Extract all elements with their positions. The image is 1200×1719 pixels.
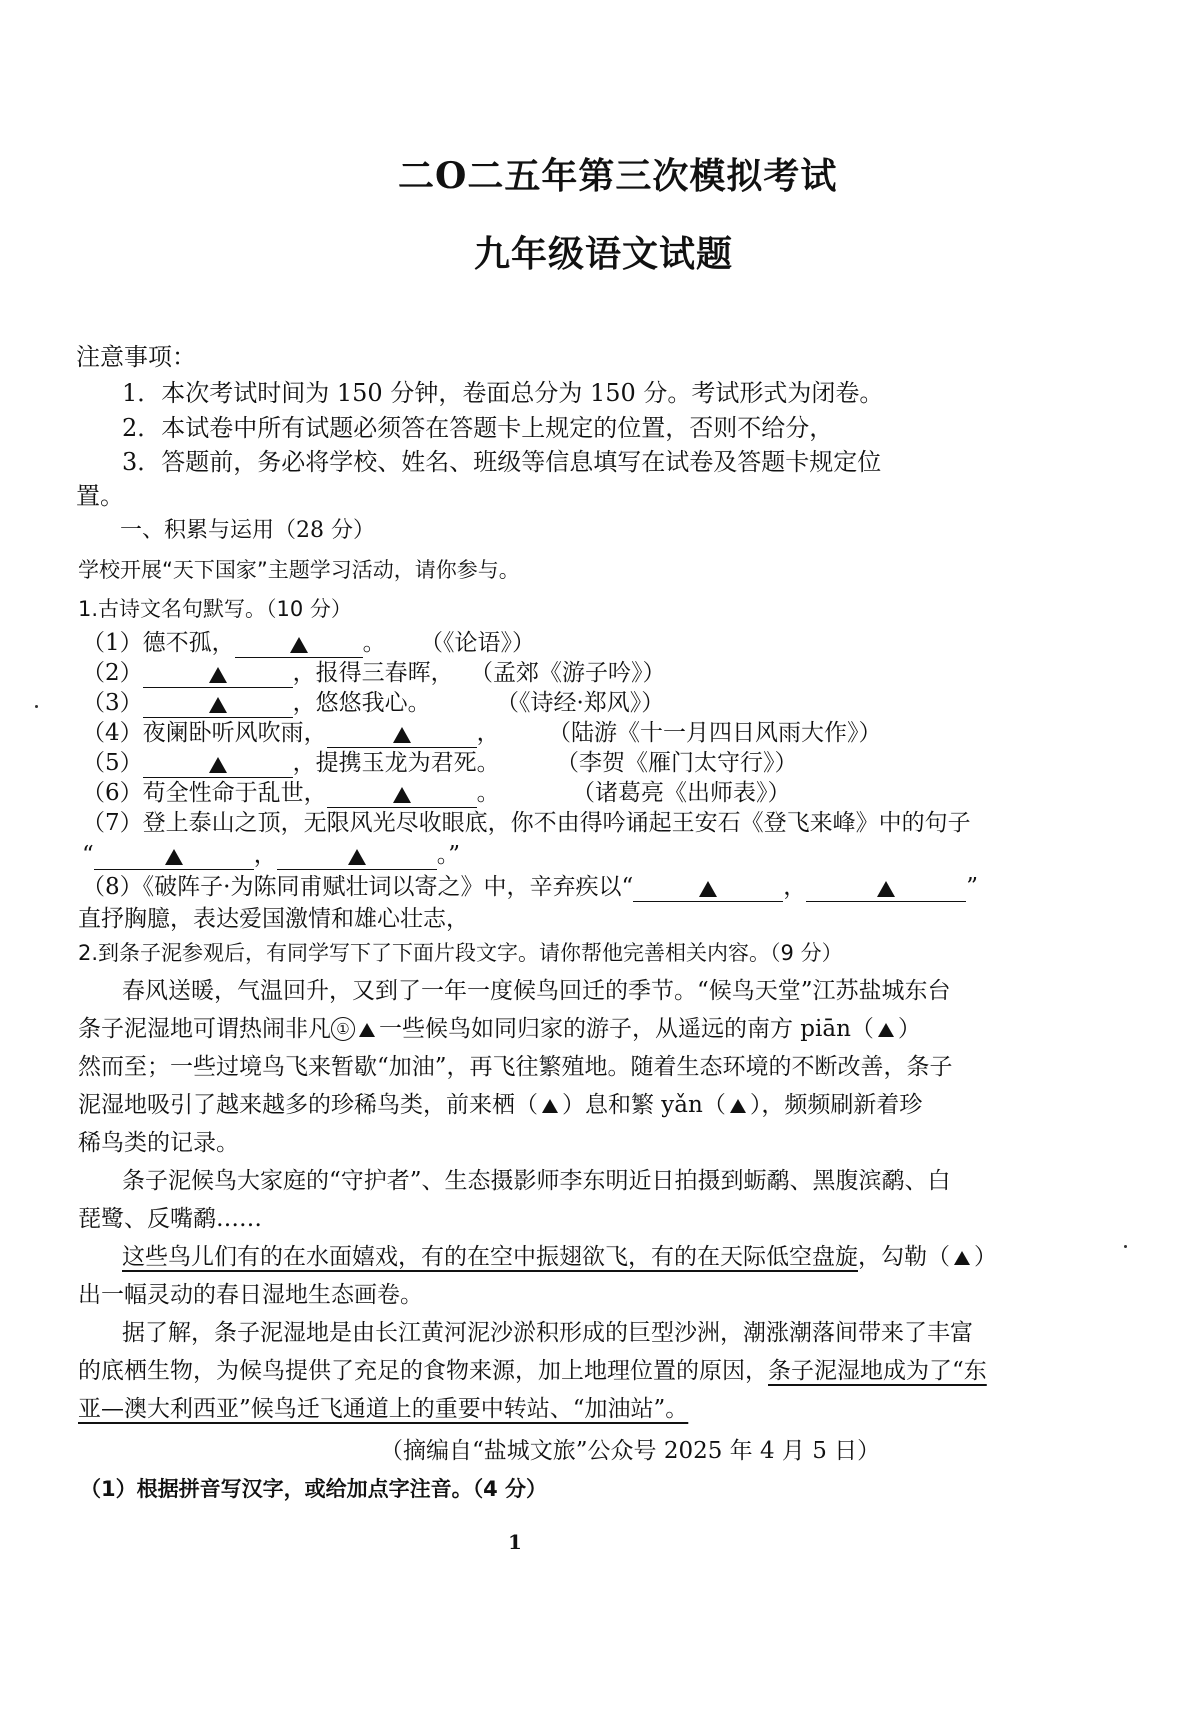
q2-heading: 2.到条子泥参观后，有同学写下了下面片段文字。请你帮他完善相关内容。（9 分） xyxy=(78,941,843,965)
line-number: （6） xyxy=(82,780,143,806)
notice-heading: 注意事项： xyxy=(76,343,196,371)
answer-blank[interactable] xyxy=(277,843,437,870)
q1-line-6 xyxy=(82,778,500,808)
answer-blank[interactable] xyxy=(806,875,966,902)
passage-text: 泥湿地吸引了越来越多的珍稀鸟类，前来栖（ xyxy=(78,1092,538,1118)
notice-item-1: 1．本次考试时间为 150 分钟，卷面总分为 150 分。考试形式为闭卷。 xyxy=(122,379,884,407)
q1-line-3 xyxy=(82,688,431,718)
answer-blank[interactable] xyxy=(327,721,477,748)
section-intro: 学校开展“天下国家”主题学习活动，请你参与。 xyxy=(78,558,520,582)
answer-blank[interactable] xyxy=(633,875,783,902)
passage-text: ，勾勒（ xyxy=(858,1244,950,1270)
q1-heading: 1.古诗文名句默写。（10 分） xyxy=(78,597,352,621)
passage-text: ）息和繁 yǎn（ xyxy=(562,1092,726,1118)
q1-line-7-blanks xyxy=(82,840,460,870)
q1-line-8 xyxy=(82,872,978,902)
section-heading: 一、积累与运用（28 分） xyxy=(120,518,375,543)
triangle-icon xyxy=(393,787,411,803)
triangle-icon xyxy=(209,667,227,683)
punct: 。 xyxy=(476,780,500,806)
underlined-sentence: 这些鸟儿们有的在水面嬉戏，有的在空中振翅欲飞，有的在天际低空盘旋 xyxy=(122,1244,858,1270)
notice-item-3-cont: 置。 xyxy=(76,482,124,510)
q1-source-3: （《诗经·郑风》） xyxy=(496,690,665,716)
q1-line-8-cont: 直抒胸臆，表达爱国激情和雄心壮志， xyxy=(78,906,469,932)
line-number: （4） xyxy=(82,720,143,746)
blank-marker[interactable] xyxy=(331,1016,355,1042)
poem-text: 苟全性命于乱世， xyxy=(142,780,327,806)
punct: ， xyxy=(783,874,807,900)
q2-para1-line4 xyxy=(78,1090,922,1120)
punct: ， xyxy=(253,842,277,868)
answer-blank[interactable] xyxy=(94,843,254,870)
q1-line-4 xyxy=(82,718,500,748)
triangle-icon xyxy=(393,727,411,743)
q2-para3-line2: 出一幅灵动的春日湿地生态画卷。 xyxy=(78,1282,423,1308)
poem-text: ，提携玉龙为君死。 xyxy=(292,750,500,776)
triangle-icon[interactable] xyxy=(542,1099,558,1113)
triangle-icon[interactable] xyxy=(954,1251,970,1265)
answer-blank[interactable] xyxy=(143,661,293,688)
q2-para4-line1: 据了解，条子泥湿地是由长江黄河泥沙淤积形成的巨型沙洲，潮涨潮落间带来了丰富 xyxy=(122,1320,973,1346)
circled-number: ① xyxy=(331,1017,355,1041)
answer-blank[interactable] xyxy=(143,751,293,778)
triangle-icon xyxy=(359,1023,375,1037)
q2-para1-line5: 稀鸟类的记录。 xyxy=(78,1130,239,1156)
scan-speck xyxy=(35,705,38,708)
passage-text: ），频频刷新着珍 xyxy=(749,1092,923,1118)
underlined-sentence: 亚—澳大利西亚”候鸟迁飞通道上的重要中转站、“加油站”。 xyxy=(78,1396,689,1422)
q1-source-5: （李贺《雁门太守行》） xyxy=(556,750,798,776)
answer-blank[interactable] xyxy=(235,631,363,658)
q1-line-1 xyxy=(82,628,386,658)
poem-text: 夜阑卧听风吹雨， xyxy=(142,720,327,746)
punct: “ xyxy=(82,842,94,868)
punct: 。” xyxy=(436,842,461,868)
exam-title: 二O二五年第三次模拟考试 xyxy=(398,155,838,197)
q2-para1-line3: 然而至；一些过境鸟飞来暂歇“加油”，再飞往繁殖地。随着生态环境的不断改善，条子 xyxy=(78,1054,953,1080)
q2-para2-line1: 条子泥候鸟大家庭的“守护者”、生态摄影师李东明近日拍摄到蛎鹬、黑腹滨鹬、白 xyxy=(122,1168,951,1194)
q2-subquestion-1: （1）根据拼音写汉字，或给加点字注音。（4 分） xyxy=(80,1477,548,1501)
q1-source-6: （诸葛亮《出师表》） xyxy=(572,780,791,806)
q1-source-2: （孟郊《游子吟》） xyxy=(470,660,666,686)
page-number: 1 xyxy=(508,1530,522,1554)
poem-text: ，悠悠我心。 xyxy=(292,690,431,716)
q2-para1-line2 xyxy=(78,1014,921,1044)
answer-blank[interactable] xyxy=(143,691,293,718)
punct: ， xyxy=(476,720,500,746)
underlined-sentence: 条子泥湿地成为了“东 xyxy=(768,1358,987,1384)
punct: ” xyxy=(966,874,978,900)
answer-blank[interactable] xyxy=(327,781,477,808)
q2-para3-line1 xyxy=(122,1242,997,1272)
scan-speck xyxy=(1124,1245,1127,1248)
poem-text: （8）《破阵子·为陈同甫赋壮词以寄之》中，辛弃疾以“ xyxy=(82,874,634,900)
punct: ） xyxy=(974,1244,997,1270)
triangle-icon xyxy=(165,849,183,865)
passage-text: 条子泥湿地可谓热闹非凡 xyxy=(78,1016,331,1042)
poem-text: ，报得三春晖， xyxy=(292,660,454,686)
punct: 。 xyxy=(362,630,386,656)
punct: ） xyxy=(897,1016,921,1042)
triangle-icon xyxy=(209,697,227,713)
q1-line-5 xyxy=(82,748,500,778)
triangle-icon[interactable] xyxy=(878,1023,894,1037)
q2-para2-line2: 琵鹭、反嘴鹬…… xyxy=(78,1206,262,1232)
q2-para4-line2 xyxy=(78,1356,987,1386)
notice-item-3: 3．答题前，务必将学校、姓名、班级等信息填写在试卷及答题卡规定位 xyxy=(122,448,882,476)
triangle-icon xyxy=(699,881,717,897)
passage-text: 一些候鸟如同归家的游子，从遥远的南方 piān（ xyxy=(379,1016,874,1042)
triangle-icon xyxy=(290,637,308,653)
line-number: （2） xyxy=(82,660,143,686)
q1-source-4: （陆游《十一月四日风雨大作》） xyxy=(548,720,882,746)
triangle-icon xyxy=(877,881,895,897)
poem-text: 德不孤， xyxy=(142,630,235,656)
q1-source-1: （《论语》） xyxy=(420,630,535,656)
line-number: （1） xyxy=(82,630,143,656)
q2-source: （摘编自“盐城文旅”公众号 2025 年 4 月 5 日） xyxy=(380,1438,881,1464)
line-number: （5） xyxy=(82,750,143,776)
triangle-icon[interactable] xyxy=(730,1099,746,1113)
triangle-icon xyxy=(348,849,366,865)
triangle-icon xyxy=(209,757,227,773)
q1-line-2 xyxy=(82,658,454,688)
notice-item-2: 2．本试卷中所有试题必须答在答题卡上规定的位置，否则不给分， xyxy=(122,414,834,442)
q2-para4-line3 xyxy=(78,1394,688,1424)
line-number: （3） xyxy=(82,690,143,716)
exam-subtitle: 九年级语文试题 xyxy=(474,233,734,275)
passage-text: 的底栖生物，为候鸟提供了充足的食物来源，加上地理位置的原因， xyxy=(78,1358,768,1384)
q1-line-7: （7）登上泰山之顶，无限风光尽收眼底，你不由得吟诵起王安石《登飞来峰》中的句子 xyxy=(82,810,971,836)
q2-para1-line1: 春风送暖，气温回升，又到了一年一度候鸟回迁的季节。“候鸟天堂”江苏盐城东台 xyxy=(122,978,951,1004)
